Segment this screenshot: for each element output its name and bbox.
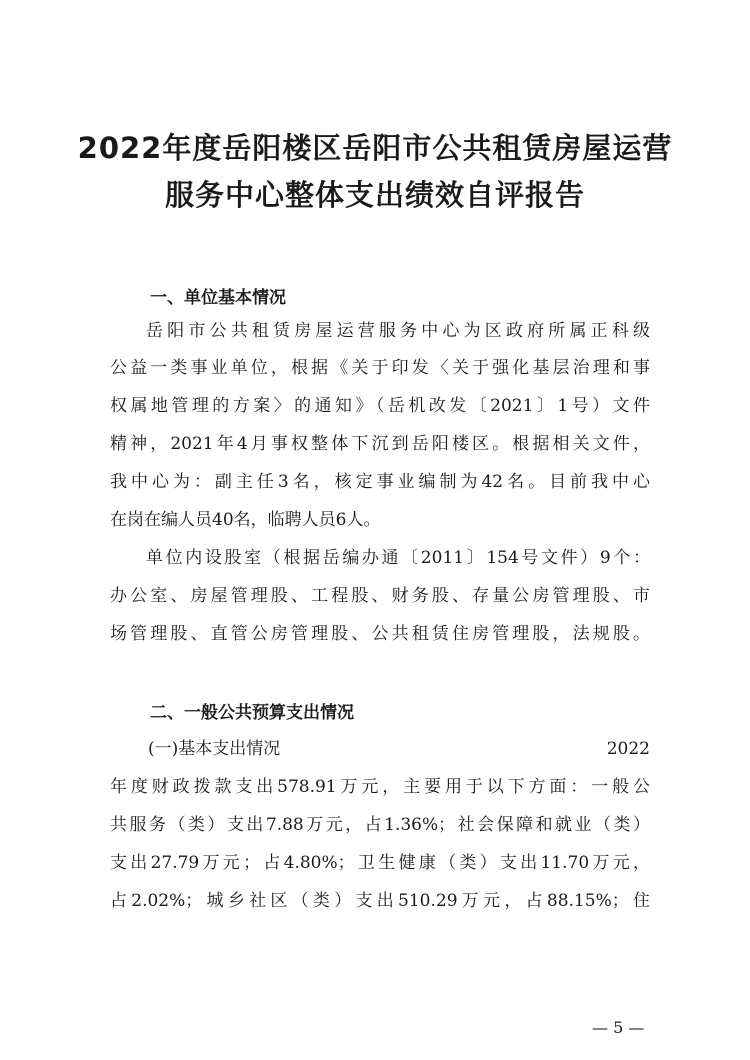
section-1-paragraph-2-line: 场管理股、直管公房管理股、公共租赁住房管理股，法规股。 — [110, 624, 650, 644]
section-2-heading: 二、一般公共预算支出情况 — [150, 703, 354, 723]
section-1-heading: 一、单位基本情况 — [150, 288, 286, 308]
report-title-line-2: 服务中心整体支出绩效自评报告 — [164, 178, 585, 212]
section-2-paragraph-line: 共服务（类）支出7.88万元，占1.36%；社会保障和就业（类） — [110, 815, 650, 835]
section-2-paragraph-line: 年度财政拨款支出578.91万元，主要用于以下方面：一般公 — [110, 777, 650, 797]
section-2-subheading: (一)基本支出情况 — [148, 739, 281, 759]
section-1-paragraph-2-line: 单位内设股室（根据岳编办通〔2011〕154号文件）9个： — [146, 548, 650, 568]
section-1-paragraph-1-line: 岳阳市公共租赁房屋运营服务中心为区政府所属正科级 — [146, 321, 650, 341]
section-2-paragraph-line: 支出27.79万元；占4.80%；卫生健康（类）支出11.70万元， — [110, 853, 650, 873]
section-1-paragraph-1-line: 在岗在编人员40名，临聘人员6人。 — [110, 510, 381, 530]
section-1-paragraph-2-line: 办公室、房屋管理股、工程股、财务股、存量公房管理股、市 — [110, 586, 650, 606]
section-1-paragraph-1-line: 权属地管理的方案〉的通知》（岳机改发〔2021〕1号）文件 — [110, 396, 650, 416]
section-2-paragraph-line: 占2.02%；城乡社区（类）支出510.29万元，占88.15%；住 — [110, 891, 650, 911]
section-2-subheading-year: 2022 — [606, 739, 650, 759]
section-1-paragraph-1-line: 精神，2021年4月事权整体下沉到岳阳楼区。根据相关文件， — [110, 434, 650, 454]
section-1-paragraph-1-line: 我中心为：副主任3名，核定事业编制为42名。目前我中心 — [110, 472, 650, 492]
page-number: — 5 — — [592, 1018, 645, 1037]
section-1-paragraph-1-line: 公益一类事业单位，根据《关于印发〈关于强化基层治理和事 — [110, 358, 650, 378]
report-title-line-1: 2022年度岳阳楼区岳阳市公共租赁房屋运营 — [77, 131, 673, 165]
